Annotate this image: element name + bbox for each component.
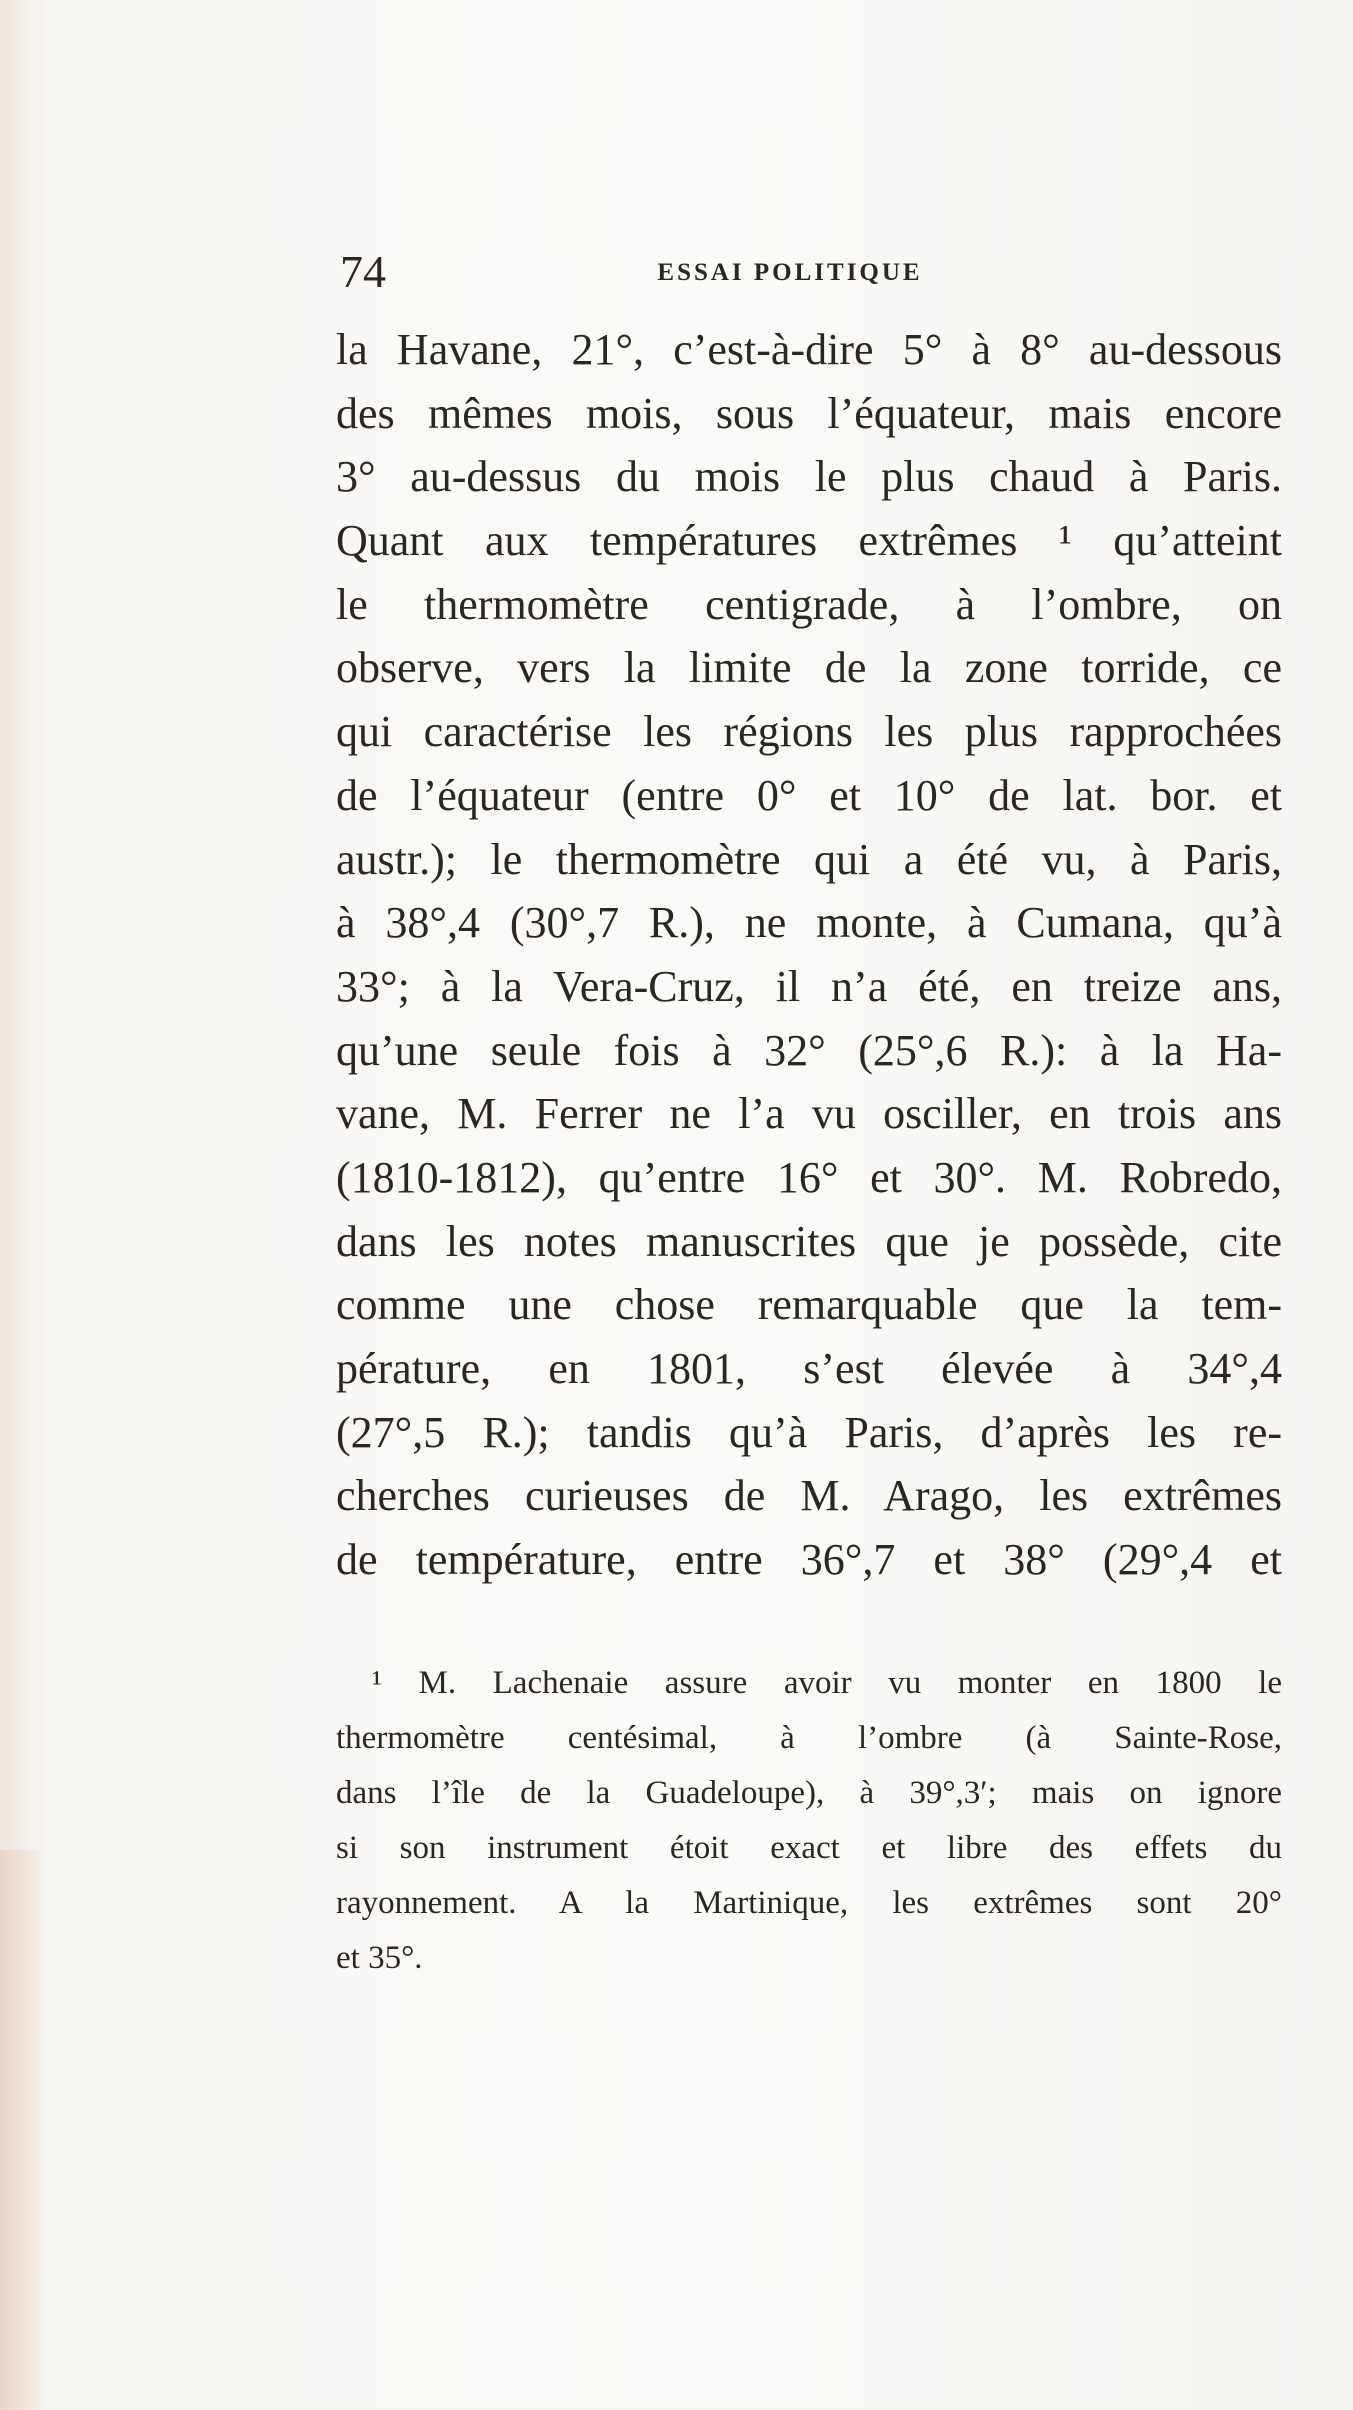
text-line: qui caractérise les régions les plus rapprochées bbox=[336, 707, 1282, 757]
text-line: la Havane, 21°, c’est-à-dire 5° à 8° au-dessous bbox=[336, 325, 1282, 374]
text-line: cherches curieuses de M. Arago, les extrêmes bbox=[336, 1471, 1282, 1521]
text-line: comme une chose remarquable que la tem- bbox=[336, 1280, 1282, 1330]
text-line: dans les notes manuscrites que je possède, cite bbox=[336, 1216, 1282, 1266]
running-title: ESSAI POLITIQUE bbox=[657, 259, 923, 286]
page-number: 74 bbox=[340, 246, 386, 297]
footnote bbox=[336, 1656, 1282, 1986]
text-line: qu’une seule fois à 32° (25°,6 R.): à la Ha- bbox=[336, 1025, 1282, 1075]
footnote-line: rayonnement. A la Martinique, les extrêmes sont 20° bbox=[336, 1885, 1282, 1921]
text-line: austr.); le thermomètre qui a été vu, à Paris, bbox=[336, 834, 1282, 884]
text-line: (27°,5 R.); tandis qu’à Paris, d’après les re- bbox=[336, 1407, 1282, 1457]
text-line: le thermomètre centigrade, à l’ombre, on bbox=[336, 579, 1282, 629]
footnote-line: thermomètre centésimal, à l’ombre (à Sainte-Rose, bbox=[336, 1720, 1282, 1756]
text-line: (1810-1812), qu’entre 16° et 30°. M. Robredo, bbox=[336, 1152, 1282, 1202]
page-header bbox=[340, 245, 1280, 295]
page-edge-stain bbox=[0, 1850, 40, 2410]
text-line: vane, M. Ferrer ne l’a vu osciller, en trois ans bbox=[336, 1089, 1282, 1139]
footnote-line: si son instrument étoit exact et libre des effets du bbox=[336, 1830, 1282, 1866]
text-line: de l’équateur (entre 0° et 10° de lat. bor. et bbox=[336, 770, 1282, 820]
body-text bbox=[336, 318, 1282, 1592]
text-line: observe, vers la limite de la zone torride, ce bbox=[336, 643, 1282, 693]
text-line: pérature, en 1801, s’est élevée à 34°,4 bbox=[336, 1344, 1282, 1393]
footnote-line: dans l’île de la Guadeloupe), à 39°,3′; mais on ignore bbox=[336, 1775, 1282, 1811]
text-line: de température, entre 36°,7 et 38° (29°,4 et bbox=[336, 1535, 1282, 1585]
text-line: 33°; à la Vera-Cruz, il n’a été, en treize ans, bbox=[336, 961, 1282, 1011]
text-line: à 38°,4 (30°,7 R.), ne monte, à Cumana, qu’à bbox=[336, 898, 1282, 948]
footnote-line: ¹ M. Lachenaie assure avoir vu monter en 1800 le bbox=[372, 1665, 1282, 1701]
footnote-line: et 35°. bbox=[336, 1940, 423, 1976]
text-line: Quant aux températures extrêmes ¹ qu’atteint bbox=[336, 516, 1282, 566]
text-line: 3° au-dessus du mois le plus chaud à Paris. bbox=[336, 452, 1282, 502]
text-line: des mêmes mois, sous l’équateur, mais encore bbox=[336, 388, 1282, 438]
